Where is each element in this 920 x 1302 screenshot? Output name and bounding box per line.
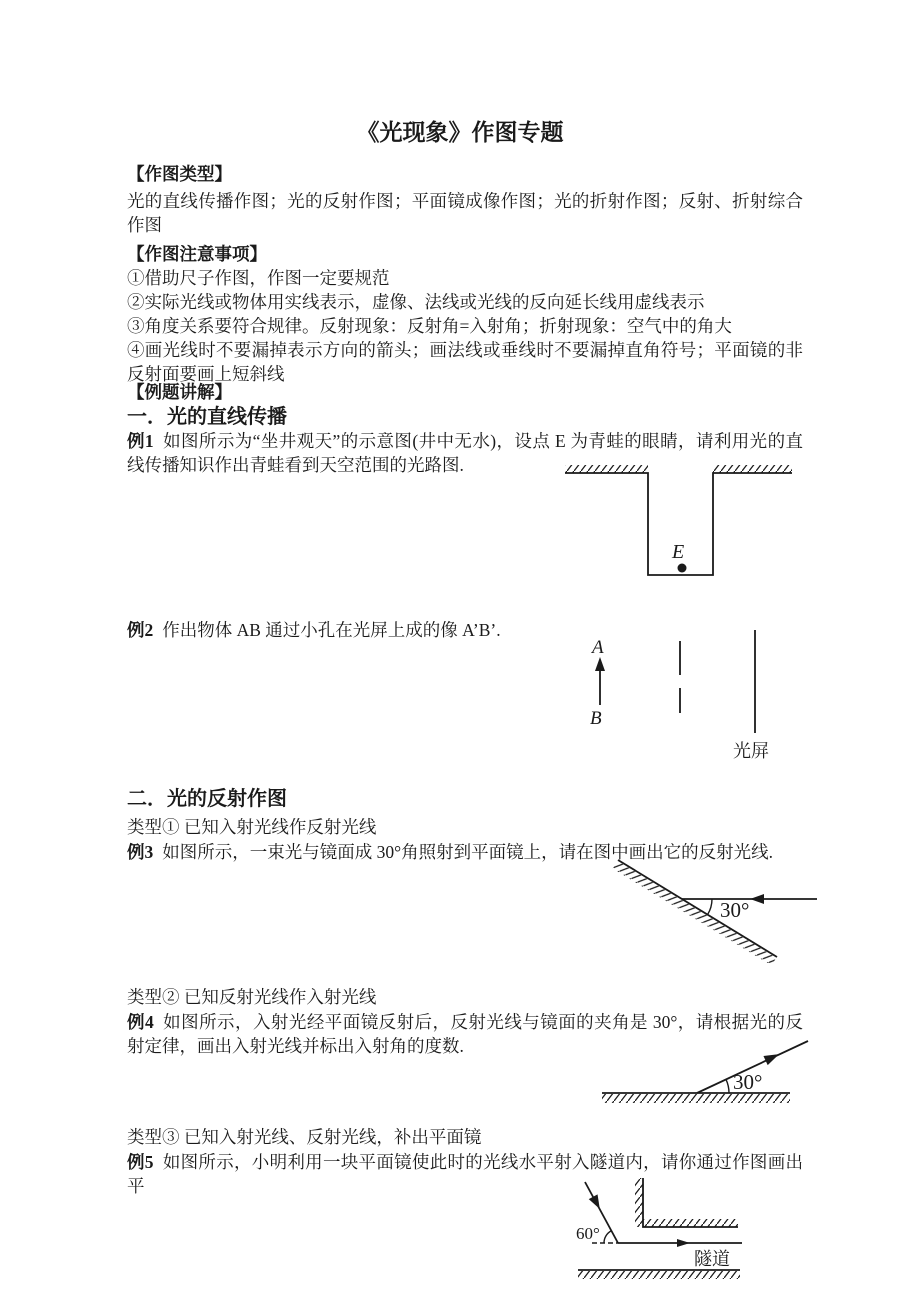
types-body: 光的直线传播作图；光的反射作图；平面镜成像作图；光的折射作图；反射、折射综合作图	[127, 191, 803, 235]
incident-ray-arrowhead	[589, 1194, 604, 1211]
reflected-ray-arrowhead-group	[763, 1050, 781, 1065]
note-item-4: ④画光线时不要漏掉表示方向的箭头；画法线或垂线时不要漏掉直角符号；平面镜的非反射面要画上短斜线	[127, 340, 803, 384]
mirror-line	[618, 860, 777, 957]
example4-label: 例4	[127, 1012, 154, 1032]
example1-figure-well	[560, 462, 800, 582]
example3-body: 如图所示，一束光与镜面成 30°角照射到平面镜上，请在图中画出它的反射光线.	[162, 842, 773, 862]
example1-body: 如图所示为“坐井观天”的示意图(井中无水)，设点 E 为青蛙的眼睛，请利用光的直线传播知识作出青蛙看到天空范围的光路图.	[127, 431, 803, 475]
angle-label: 30°	[720, 898, 750, 922]
horizontal-ray-arrowhead	[677, 1239, 690, 1247]
angle-label: 60°	[576, 1224, 600, 1243]
example4-figure-mirror	[593, 1038, 813, 1108]
tunnel-wall-hatch	[635, 1178, 643, 1227]
eye-point-dot	[678, 564, 687, 573]
screen-label: 光屏	[733, 741, 769, 761]
object-bottom-label: B	[590, 708, 602, 729]
angle-arc	[708, 899, 712, 915]
example3-figure-mirror	[598, 853, 828, 963]
note-item-2: ②实际光线或物体用实线表示，虚像、法线或光线的反向延长线用虚线表示	[127, 292, 705, 312]
object-top-label: A	[592, 637, 604, 658]
reflected-ray-arrowhead	[763, 1050, 781, 1065]
page-title: 《光现象》作图专题	[356, 120, 564, 145]
example5-body: 如图所示，小明利用一块平面镜使此时的光线水平射入隧道内，请你通过作图画出平	[127, 1152, 804, 1196]
mirror-hatch	[602, 1094, 790, 1103]
example2-figure-pinhole	[578, 623, 803, 763]
type1-line: 类型① 已知入射光线作反射光线	[127, 817, 377, 837]
mirror-hatch	[613, 861, 776, 963]
ground-hatch-right	[713, 465, 792, 473]
incident-ray-arrowhead	[750, 894, 764, 904]
example4-body: 如图所示，入射光经平面镜反射后，反射光线与镜面的夹角是 30°，请根据光的反射定律，画出入射光线并标出入射角的度数.	[127, 1012, 804, 1056]
section-heading-examples: 【例题讲解】	[127, 382, 232, 402]
ground-hatch	[578, 1271, 740, 1279]
example2-body: 作出物体 AB 通过小孔在光屏上成的像 A’B’.	[162, 620, 501, 640]
part2-heading: 二．光的反射作图	[127, 788, 287, 810]
note-item-3: ③角度关系要符合规律。反射现象：反射角=入射角；折射现象：空气中的角大	[127, 316, 732, 336]
ground-hatch-left	[565, 465, 648, 473]
section-heading-types: 【作图类型】	[127, 164, 232, 184]
note-item-1: ①借助尺子作图，作图一定要规范	[127, 268, 390, 288]
mirror-hatch-group	[613, 861, 776, 963]
example2-label: 例2	[127, 620, 154, 640]
incident-ray-arrowhead-group	[589, 1194, 604, 1211]
example1-label: 例1	[127, 431, 154, 451]
eye-point-label: E	[672, 541, 685, 563]
object-arrowhead	[595, 657, 605, 671]
tunnel-label: 隧道	[694, 1249, 730, 1269]
tunnel-ceiling-hatch	[643, 1219, 738, 1227]
section-heading-notes: 【作图注意事项】	[127, 244, 267, 264]
angle-label: 30°	[733, 1070, 763, 1094]
example5-figure-tunnel	[563, 1170, 818, 1288]
angle-arc	[604, 1231, 611, 1243]
type2-line: 类型② 已知反射光线作入射光线	[127, 987, 377, 1007]
type3-line: 类型③ 已知入射光线、反射光线，补出平面镜	[127, 1127, 482, 1147]
example5-label: 例5	[127, 1152, 154, 1172]
part1-heading: 一．光的直线传播	[127, 406, 287, 428]
example3-label: 例3	[127, 842, 154, 862]
angle-arc	[726, 1079, 729, 1093]
